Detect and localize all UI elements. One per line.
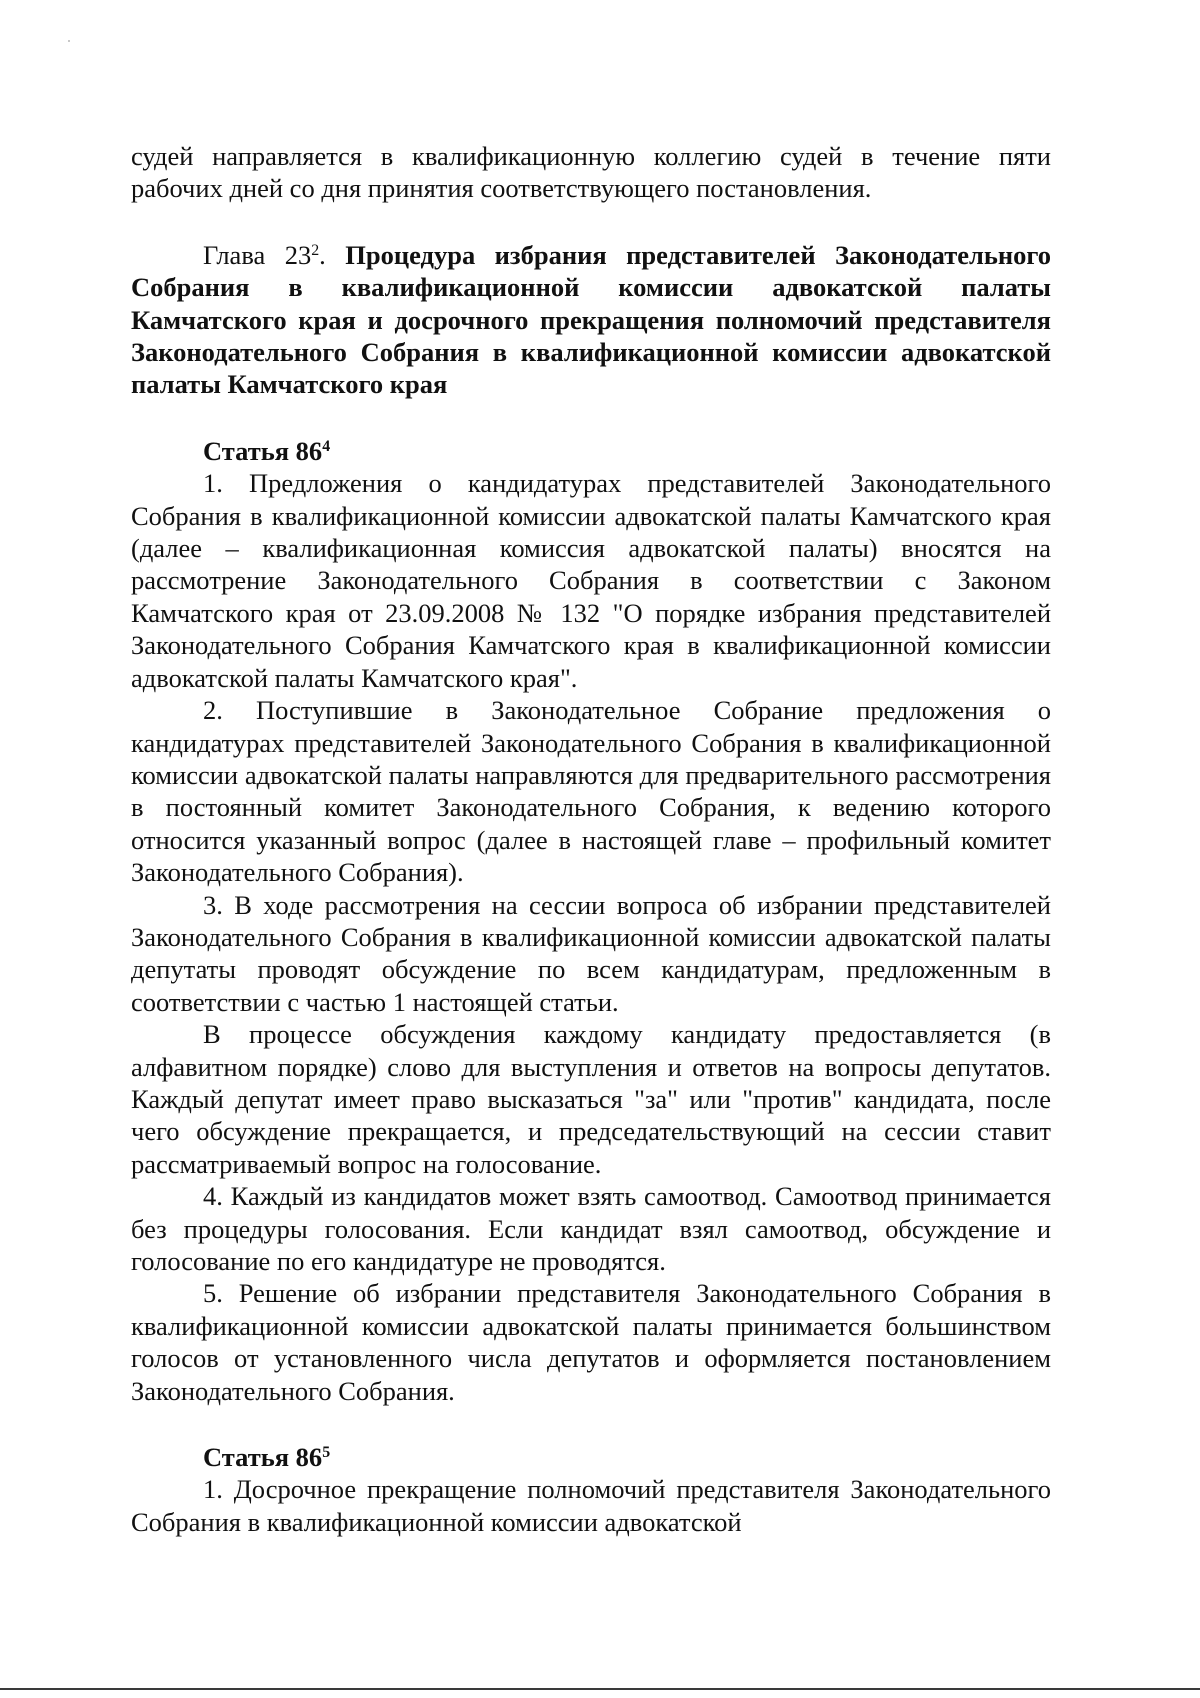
article-heading-86-4 (131, 435, 1051, 467)
article-paragraph: 1. Досрочное прекращение полномочий представителя Законодательного Собрания в квалификационной комиссии адвокатской (131, 1474, 1051, 1537)
scan-bottom-edge (0, 1688, 1200, 1690)
article-paragraph: 2. Поступившие в Законодательное Собрание предложения о кандидатурах представителей Законодательного Собрания в квалификационной комиссии адвокатской палаты направляются для предварительного рассмотрения в постоянный комитет Законодательного Собрания, к ведению которого относится указанный вопрос (далее в настоящей главе – профильный комитет Законодательного Собрания). (131, 695, 1051, 888)
chapter-title: Процедура избрания представителей Законодательного Собрания в квалификационной комиссии адвокатской палаты Камчатского края и досрочного прекращения полномочий представителя Законодательного Собрания в квалификационной комиссии адвокатской палаты Камчатского края (131, 239, 1051, 400)
article-paragraph: В процессе обсуждения каждому кандидату предоставляется (в алфавитном порядке) слово для выступления и ответов на вопросы депутатов. Каждый депутат имеет право высказаться "за" или "против" кандидата, после чего обсуждение прекращается, и председательствующий на сессии ставит рассматриваемый вопрос на голосование. (131, 1019, 1051, 1179)
article-heading-86-5 (131, 1441, 1051, 1473)
document-body (131, 140, 1051, 1538)
article-paragraph: 4. Каждый из кандидатов может взять самоотвод. Самоотвод принимается без процедуры голосования. Если кандидат взял самоотвод, обсуждение и голосование по его кандидатуре не проводятся. (131, 1181, 1051, 1276)
spacer (131, 205, 1051, 239)
chapter-separator: . (319, 239, 346, 270)
article-heading-superscript: 4 (322, 438, 331, 456)
article-heading-text: Статья 86 (203, 435, 323, 466)
chapter-label: Глава 23 (203, 239, 312, 270)
scan-speck (68, 40, 70, 42)
article-heading-text: Статья 86 (203, 1442, 323, 1473)
article-paragraph: 3. В ходе рассмотрения на сессии вопроса об избрании представителей Законодательного Собрания в квалификационной комиссии адвокатской палаты депутаты проводят обсуждение по всем кандидатурам, предложенным в соответствии с частью 1 настоящей статьи. (131, 889, 1051, 1017)
spacer (131, 401, 1051, 435)
chapter-number-superscript: 2 (311, 242, 320, 260)
spacer (131, 1407, 1051, 1441)
article-paragraph: 5. Решение об избрании представителя Законодательного Собрания в квалификационной комиссии адвокатской палаты принимается большинством голосов от установленного числа депутатов и оформляется постановлением Законодательного Собрания. (131, 1278, 1051, 1406)
article-paragraph: 1. Предложения о кандидатурах представителей Законодательного Собрания в квалификационной комиссии адвокатской палаты Камчатского края (далее – квалификационная комиссия адвокатской палаты) вносятся на рассмотрение Законодательного Собрания в соответствии с Законом Камчатского края от 23.09.2008 № 132 "О порядке избрания представителей Законодательного Собрания Камчатского края в квалификационной комиссии адвокатской палаты Камчатского края". (131, 468, 1051, 693)
article-heading-superscript: 5 (322, 1444, 331, 1462)
chapter-heading (131, 239, 1051, 401)
intro-paragraph: судей направляется в квалификационную коллегию судей в течение пяти рабочих дней со дня принятия соответствующего постановления. (131, 141, 1051, 204)
